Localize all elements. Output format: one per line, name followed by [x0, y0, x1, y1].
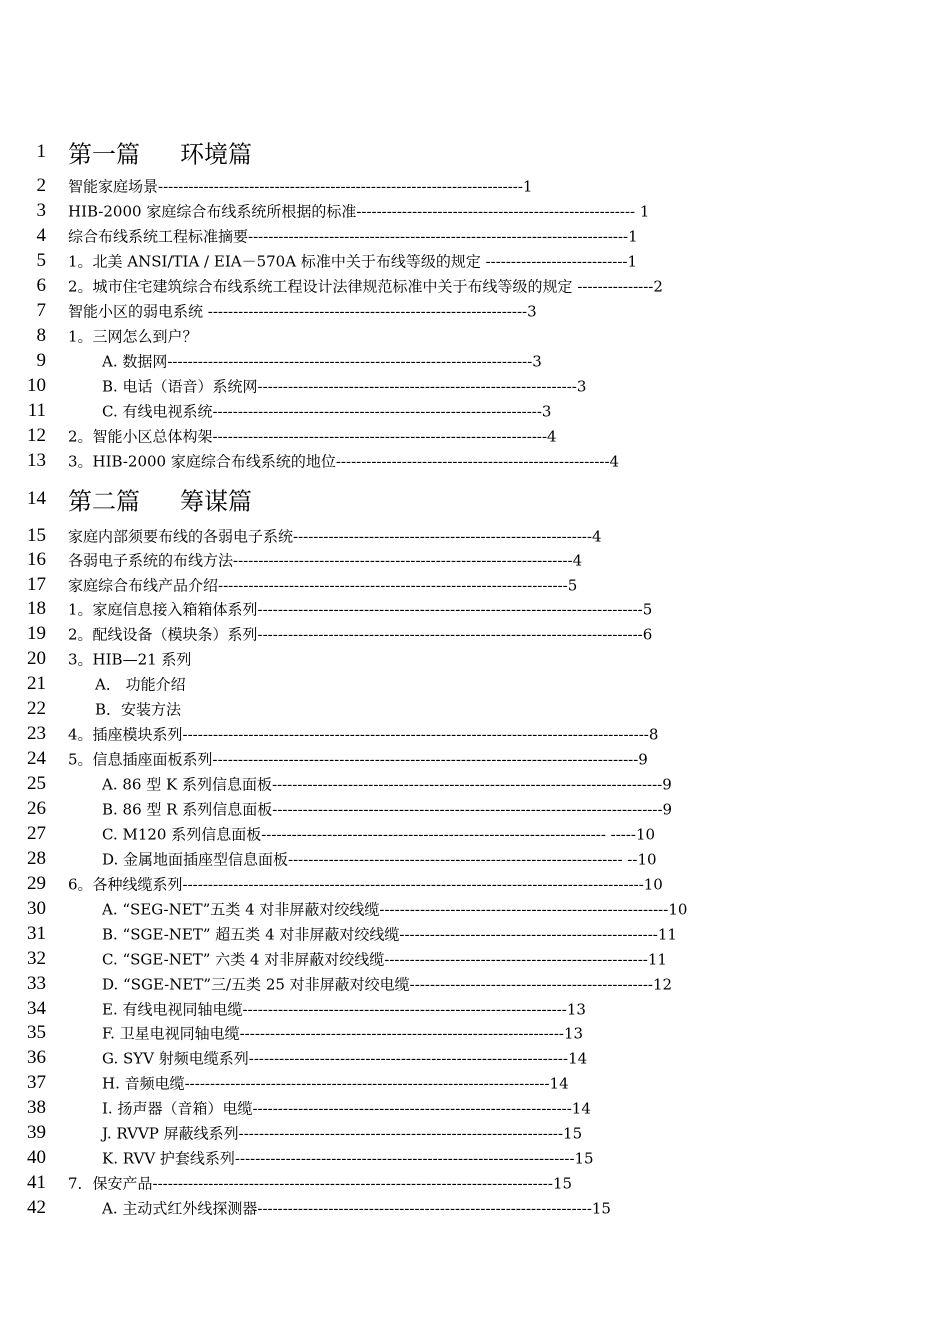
toc-entry: [0, 747, 950, 771]
entry-text: 各弱电子系统的布线方法-------------------------------------------------------------------4: [68, 551, 583, 570]
entry-text: K. RVV 护套线系列-------------------------------------------------------------------15: [102, 1149, 594, 1168]
entry-text: B. 86 型 R 系列信息面板-----------------------------------------------------------------------------9: [102, 800, 673, 819]
toc-entry: [0, 224, 950, 248]
entry-text: A. 数据网------------------------------------------------------------------------3: [102, 352, 542, 371]
line-number: 24: [27, 748, 46, 769]
line-number: 22: [27, 698, 46, 719]
entry-text: 2。配线设备（模块条）系列----------------------------------------------------------------------------6: [68, 625, 653, 644]
line-number: 39: [27, 1122, 46, 1143]
line-number: 27: [27, 823, 46, 844]
part-title: [68, 135, 252, 170]
entry-text: 智能家庭场景------------------------------------------------------------------------1: [68, 177, 533, 196]
toc-entry: [0, 847, 950, 871]
toc-entry: [0, 797, 950, 821]
line-number: 10: [27, 375, 46, 396]
line-number: 21: [27, 673, 46, 694]
line-number: 37: [27, 1072, 46, 1093]
line-number: 6: [36, 275, 46, 296]
entry-text: E. 有线电视同轴电缆----------------------------------------------------------------13: [102, 1000, 586, 1019]
line-number: 42: [27, 1197, 46, 1218]
entry-text: HIB-2000 家庭综合布线系统所根据的标准------------------------------------------------------- 1: [68, 202, 650, 221]
entry-text: D. “SGE-NET”三/五类 25 对非屏蔽对绞电缆------------------------------------------------12: [102, 975, 673, 994]
toc-entry: [0, 1171, 950, 1195]
toc-entry: [0, 174, 950, 198]
entry-text: C. “SGE-NET” 六类 4 对非屏蔽对绞线缆----------------------------------------------------11: [102, 950, 667, 969]
toc-entry: [0, 249, 950, 273]
entry-text: 6。各种线缆系列-------------------------------------------------------------------------------------------10: [68, 875, 663, 894]
part-name: 环境篇: [180, 140, 252, 169]
entry-text: A. 主动式红外线探测器------------------------------------------------------------------15: [102, 1199, 611, 1218]
line-number: 41: [27, 1172, 46, 1193]
toc-entry: [0, 772, 950, 796]
line-number: 29: [27, 873, 46, 894]
line-number: 35: [27, 1022, 46, 1043]
entry-text: 7．保安产品-------------------------------------------------------------------------------15: [68, 1174, 573, 1193]
toc-entry: [0, 1121, 950, 1145]
line-number: 36: [27, 1047, 46, 1068]
entry-text: G. SYV 射频电缆系列---------------------------------------------------------------14: [102, 1049, 588, 1068]
line-number: 33: [27, 973, 46, 994]
entry-text: 2。智能小区总体构架------------------------------------------------------------------4: [68, 427, 557, 446]
entry-text: 智能小区的弱电系统 ---------------------------------------------------------------3: [68, 302, 537, 321]
toc-entry: [0, 697, 950, 721]
entry-text: C. 有线电视系统-----------------------------------------------------------------3: [102, 402, 552, 421]
entry-text: A. “SEG-NET”五类 4 对非屏蔽对绞线缆---------------------------------------------------------10: [102, 900, 688, 919]
line-number: 30: [27, 898, 46, 919]
toc-entry: [0, 199, 950, 223]
toc-entry: [0, 722, 950, 746]
entry-text: B. 电话（语音）系统网---------------------------------------------------------------3: [102, 377, 587, 396]
toc-entry: [0, 997, 950, 1021]
line-number: 3: [36, 200, 46, 221]
line-number: 32: [27, 948, 46, 969]
toc-entry: [0, 1021, 950, 1045]
line-number: 13: [27, 450, 46, 471]
line-number: 8: [36, 325, 46, 346]
line-number: 18: [27, 598, 46, 619]
entry-text: A． 功能介绍: [95, 675, 186, 694]
part-title: [68, 482, 252, 517]
toc-entry: [0, 1146, 950, 1170]
entry-text: 4。插座模块系列--------------------------------------------------------------------------------------------8: [68, 725, 659, 744]
line-number: 28: [27, 848, 46, 869]
toc-entry: [0, 274, 950, 298]
entry-text: 家庭综合布线产品介绍---------------------------------------------------------------------5: [68, 576, 578, 595]
line-number: 19: [27, 623, 46, 644]
entry-text: J. RVVP 屏蔽线系列----------------------------------------------------------------15: [102, 1124, 583, 1143]
toc-entry: [0, 1196, 950, 1220]
line-number: 16: [27, 549, 46, 570]
toc-entry: [0, 1071, 950, 1095]
entry-text: 1。三网怎么到户？: [68, 327, 198, 346]
toc-entry: [0, 897, 950, 921]
toc-entry: [0, 647, 950, 671]
line-number: 17: [27, 574, 46, 595]
line-number: 34: [27, 998, 46, 1019]
part-number: 第二篇: [68, 487, 140, 516]
line-number: 4: [36, 225, 46, 246]
line-number: 38: [27, 1097, 46, 1118]
toc-entry: [0, 374, 950, 398]
toc-entry: [0, 524, 950, 548]
line-number: 20: [27, 648, 46, 669]
line-number: 1: [36, 141, 46, 162]
entry-text: 3。HIB—21 系列: [68, 650, 192, 669]
line-number: 12: [27, 425, 46, 446]
entry-text: B．安装方法: [95, 700, 182, 719]
entry-text: I. 扬声器（音箱）电缆---------------------------------------------------------------14: [102, 1099, 591, 1118]
part-number: 第一篇: [68, 140, 140, 169]
toc-entry: [0, 424, 950, 448]
toc-entry: [0, 972, 950, 996]
entry-text: 家庭内部须要布线的各弱电子系统-----------------------------------------------------------4: [68, 527, 602, 546]
line-number: 14: [27, 488, 46, 509]
part-name: 筹谋篇: [180, 487, 252, 516]
line-number: 40: [27, 1147, 46, 1168]
toc-entry: [0, 324, 950, 348]
entry-text: 5。信息插座面板系列------------------------------------------------------------------------------------9: [68, 750, 648, 769]
line-number: 15: [27, 525, 46, 546]
toc-entry: [0, 573, 950, 597]
entry-text: F. 卫星电视同轴电缆----------------------------------------------------------------13: [102, 1024, 584, 1043]
line-number: 31: [27, 923, 46, 944]
line-number: 5: [36, 250, 46, 271]
toc-entry: [0, 349, 950, 373]
entry-text: C. M120 系列信息面板-------------------------------------------------------------------- -----10: [102, 825, 656, 844]
line-number: 25: [27, 773, 46, 794]
toc-entry: [0, 1096, 950, 1120]
toc-entry: [0, 672, 950, 696]
part-heading: [0, 140, 950, 169]
entry-text: 3。HIB-2000 家庭综合布线系统的地位------------------------------------------------------4: [68, 452, 620, 471]
entry-text: 综合布线系统工程标准摘要---------------------------------------------------------------------------1: [68, 227, 638, 246]
toc-entry: [0, 597, 950, 621]
entry-text: 1。北美 ANSI/TIA / EIA－570A 标准中关于布线等级的规定 ----------------------------1: [68, 252, 638, 271]
entry-text: 2。城市住宅建筑综合布线系统工程设计法律规范标准中关于布线等级的规定 ---------------2: [68, 277, 663, 296]
entry-text: D. 金属地面插座型信息面板------------------------------------------------------------------ --10: [102, 850, 657, 869]
entry-text: B. “SGE-NET” 超五类 4 对非屏蔽对绞线缆---------------------------------------------------11: [102, 925, 677, 944]
entry-text: 1。家庭信息接入箱箱体系列----------------------------------------------------------------------------5: [68, 600, 653, 619]
toc-entry: [0, 299, 950, 323]
toc-entry: [0, 922, 950, 946]
toc-entry: [0, 449, 950, 473]
toc-entry: [0, 872, 950, 896]
entry-text: H. 音频电缆------------------------------------------------------------------------14: [102, 1074, 569, 1093]
toc-entry: [0, 947, 950, 971]
toc-entry: [0, 822, 950, 846]
line-number: 23: [27, 723, 46, 744]
entry-text: A. 86 型 K 系列信息面板-----------------------------------------------------------------------------9: [102, 775, 672, 794]
line-number: 9: [36, 350, 46, 371]
line-number: 26: [27, 798, 46, 819]
line-number: 11: [27, 400, 46, 421]
toc-entry: [0, 1046, 950, 1070]
part-heading: [0, 487, 950, 516]
line-number: 7: [36, 300, 46, 321]
line-number: 2: [36, 175, 46, 196]
toc-entry: [0, 548, 950, 572]
toc-entry: [0, 622, 950, 646]
toc-entry: [0, 399, 950, 423]
